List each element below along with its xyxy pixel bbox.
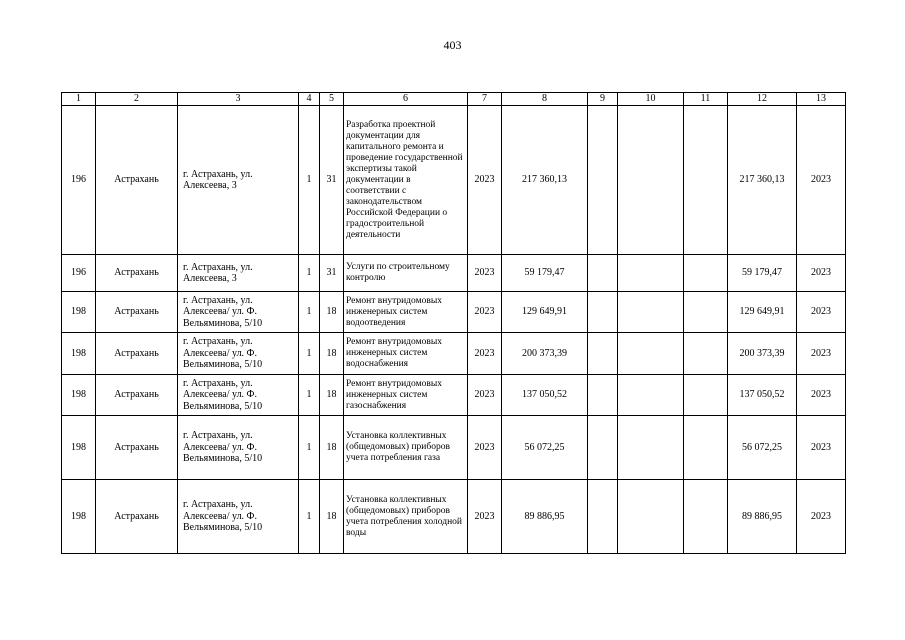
work-description: Ремонт внутридомовых инженерных систем водоснабжения [344,333,468,375]
table-row [62,255,846,292]
col-5: 18 [320,375,344,416]
column-header: 10 [618,93,684,106]
row-number: 196 [62,106,96,255]
municipality: Астрахань [96,375,178,416]
year: 2023 [468,416,502,480]
work-description: Установка коллективных (общедомовых) приборов учета потребления газа [344,416,468,480]
table-row [62,480,846,554]
column-header: 2 [96,93,178,106]
column-header: 11 [684,93,728,106]
col-10 [618,292,684,333]
municipality: Астрахань [96,480,178,554]
year: 2023 [468,292,502,333]
col-11 [684,416,728,480]
year: 2023 [468,480,502,554]
municipality: Астрахань [96,255,178,292]
col-9 [588,480,618,554]
col-4: 1 [299,292,320,333]
completion-year: 2023 [797,480,846,554]
year: 2023 [468,375,502,416]
col-11 [684,480,728,554]
work-description: Ремонт внутридомовых инженерных систем газоснабжения [344,375,468,416]
column-header: 4 [299,93,320,106]
row-number: 198 [62,480,96,554]
cost: 200 373,39 [502,333,588,375]
col-11 [684,292,728,333]
table-row [62,106,846,255]
col-9 [588,416,618,480]
work-description: Установка коллективных (общедомовых) приборов учета потребления холодной воды [344,480,468,554]
col-4: 1 [299,375,320,416]
work-description: Разработка проектной документации для капитального ремонта и проведение государственной экспертизы такой документации в соответствии с законодательством Российской Федерации о градостроительной деятельности [344,106,468,255]
completion-year: 2023 [797,106,846,255]
col-9 [588,292,618,333]
address: г. Астрахань, ул. Алексеева, 3 [178,106,299,255]
completion-year: 2023 [797,333,846,375]
col-9 [588,255,618,292]
column-header: 6 [344,93,468,106]
table-row [62,292,846,333]
work-description: Ремонт внутридомовых инженерных систем водоотведения [344,292,468,333]
row-number: 198 [62,333,96,375]
row-number: 198 [62,416,96,480]
row-number: 196 [62,255,96,292]
year: 2023 [468,255,502,292]
column-header: 8 [502,93,588,106]
col-4: 1 [299,106,320,255]
cost: 59 179,47 [502,255,588,292]
cost: 89 886,95 [502,480,588,554]
col-5: 18 [320,480,344,554]
table-row [62,375,846,416]
col-11 [684,106,728,255]
municipality: Астрахань [96,416,178,480]
column-header: 1 [62,93,96,106]
completion-year: 2023 [797,375,846,416]
col-11 [684,255,728,292]
total-cost: 137 050,52 [728,375,797,416]
total-cost: 89 886,95 [728,480,797,554]
col-4: 1 [299,416,320,480]
completion-year: 2023 [797,255,846,292]
total-cost: 217 360,13 [728,106,797,255]
municipality: Астрахань [96,292,178,333]
municipality: Астрахань [96,106,178,255]
column-header: 5 [320,93,344,106]
column-header: 9 [588,93,618,106]
total-cost: 200 373,39 [728,333,797,375]
table-row [62,333,846,375]
column-header: 13 [797,93,846,106]
address: г. Астрахань, ул. Алексеева, 3 [178,255,299,292]
col-10 [618,106,684,255]
col-4: 1 [299,255,320,292]
col-9 [588,375,618,416]
cost: 56 072,25 [502,416,588,480]
cost: 217 360,13 [502,106,588,255]
total-cost: 59 179,47 [728,255,797,292]
col-5: 31 [320,255,344,292]
table-row [62,416,846,480]
page-number: 403 [443,38,462,52]
column-header: 12 [728,93,797,106]
column-number-row [62,93,846,106]
total-cost: 56 072,25 [728,416,797,480]
col-4: 1 [299,333,320,375]
col-9 [588,106,618,255]
col-10 [618,375,684,416]
col-5: 31 [320,106,344,255]
col-11 [684,375,728,416]
column-header: 7 [468,93,502,106]
year: 2023 [468,333,502,375]
address: г. Астрахань, ул. Алексеева/ ул. Ф. Вельяминова, 5/10 [178,480,299,554]
address: г. Астрахань, ул. Алексеева/ ул. Ф. Вельяминова, 5/10 [178,292,299,333]
address: г. Астрахань, ул. Алексеева/ ул. Ф. Вельяминова, 5/10 [178,416,299,480]
col-5: 18 [320,292,344,333]
year: 2023 [468,106,502,255]
cost: 129 649,91 [502,292,588,333]
row-number: 198 [62,375,96,416]
address: г. Астрахань, ул. Алексеева/ ул. Ф. Вельяминова, 5/10 [178,333,299,375]
completion-year: 2023 [797,292,846,333]
col-9 [588,333,618,375]
col-10 [618,480,684,554]
completion-year: 2023 [797,416,846,480]
col-10 [618,255,684,292]
cost: 137 050,52 [502,375,588,416]
col-5: 18 [320,333,344,375]
col-10 [618,416,684,480]
col-11 [684,333,728,375]
col-10 [618,333,684,375]
col-5: 18 [320,416,344,480]
row-number: 198 [62,292,96,333]
municipality: Астрахань [96,333,178,375]
total-cost: 129 649,91 [728,292,797,333]
col-4: 1 [299,480,320,554]
register-table [61,92,846,554]
column-header: 3 [178,93,299,106]
work-description: Услуги по строительному контролю [344,255,468,292]
address: г. Астрахань, ул. Алексеева/ ул. Ф. Вельяминова, 5/10 [178,375,299,416]
